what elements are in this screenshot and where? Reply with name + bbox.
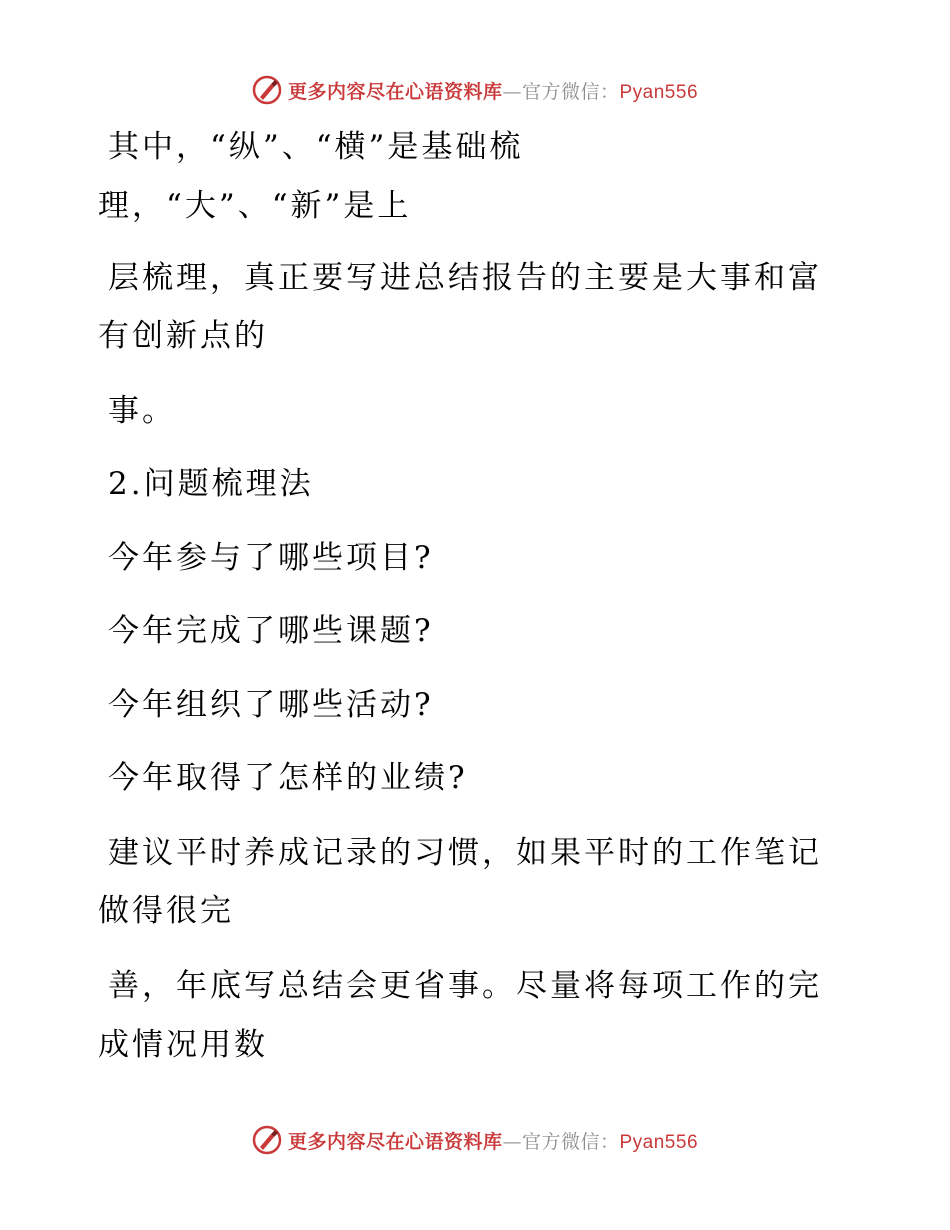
footer-banner [0, 1120, 950, 1160]
banner-wechat-label: 官方微信： [521, 80, 620, 103]
body-line: 有创新点的 [98, 318, 268, 354]
banner-separator: — [502, 80, 522, 103]
body-line: 事。 [108, 393, 176, 429]
banner-separator: — [502, 1130, 522, 1153]
banner-wechat-id: Pyan556 [619, 81, 699, 103]
body-line: 今年参与了哪些项目? [108, 540, 434, 576]
pen-logo-icon [252, 75, 282, 105]
body-line: 其中，“纵”、“横”是基础梳 [108, 129, 524, 165]
body-line: 理，“大”、“新”是上 [98, 188, 412, 224]
body-line: 层梳理，真正要写进总结报告的主要是大事和富 [108, 260, 822, 296]
body-line: 善，年底写总结会更省事。尽量将每项工作的完 [108, 968, 822, 1004]
header-banner [0, 70, 950, 110]
section-heading: 2.问题梳理法 [108, 466, 314, 502]
body-line: 成情况用数 [98, 1027, 268, 1063]
pen-logo-icon [252, 1125, 282, 1155]
body-line: 做得很完 [98, 893, 234, 929]
banner-wechat-id: Pyan556 [619, 1131, 699, 1153]
body-line: 建议平时养成记录的习惯，如果平时的工作笔记 [108, 835, 822, 871]
body-line: 今年取得了怎样的业绩? [108, 760, 468, 796]
body-line: 今年完成了哪些课题? [108, 613, 434, 649]
banner-wechat-label: 官方微信： [521, 1130, 620, 1153]
body-line: 今年组织了哪些活动? [108, 687, 434, 723]
banner-slogan: 更多内容尽在心语资料库 [287, 80, 503, 103]
banner-slogan: 更多内容尽在心语资料库 [287, 1130, 503, 1153]
banner-text [288, 77, 698, 104]
banner-text [288, 1127, 698, 1154]
